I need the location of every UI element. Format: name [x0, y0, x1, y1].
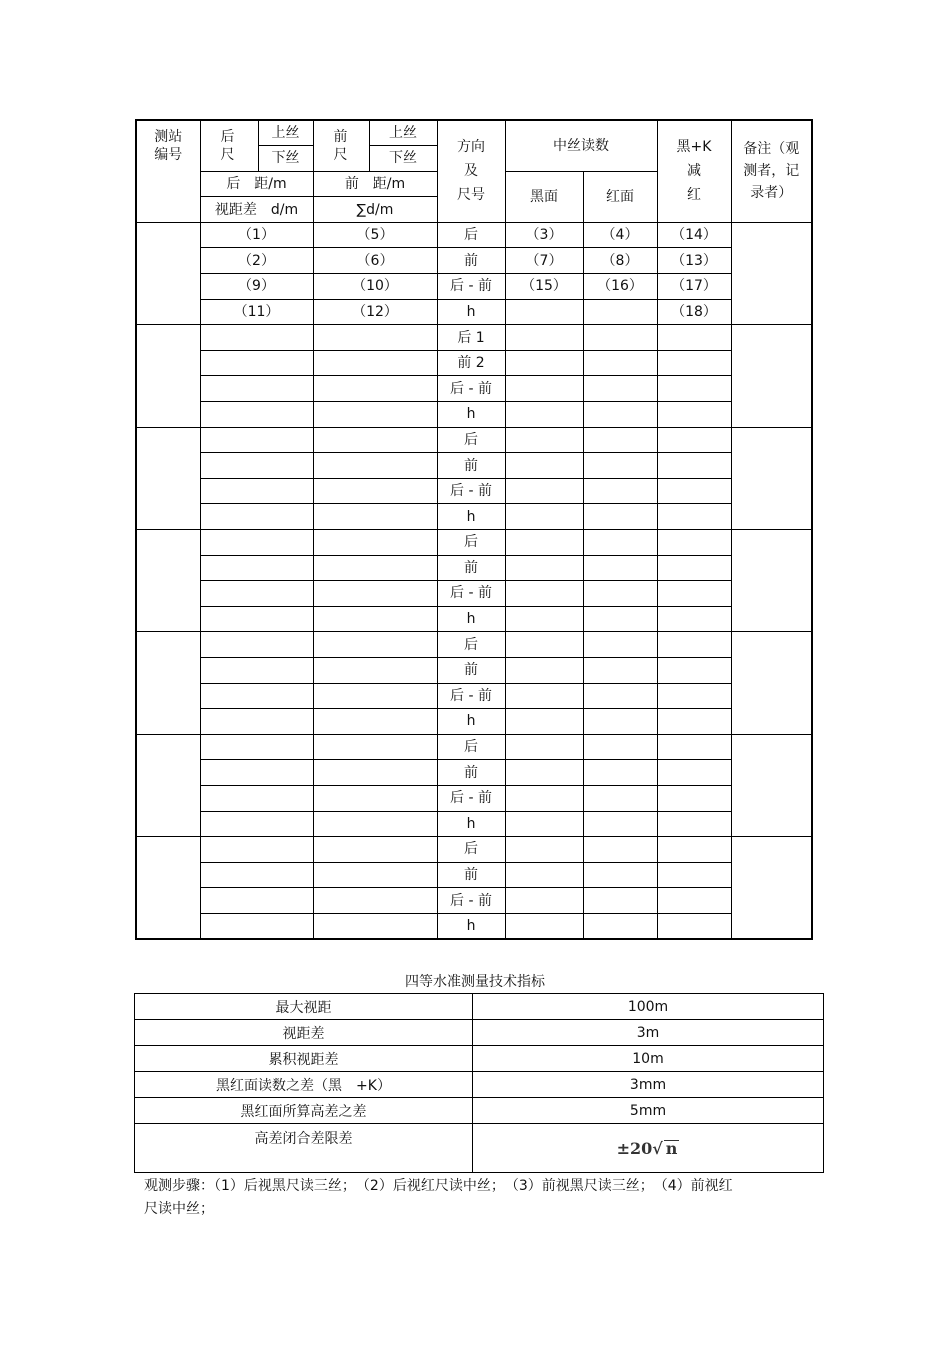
indicator-value: 3m [473, 1020, 824, 1046]
station-row [136, 504, 812, 530]
back-rod-cell[interactable] [200, 811, 313, 837]
observation-steps [144, 1175, 824, 1221]
header-back-rod: 后 尺 [200, 120, 258, 171]
red-face-cell[interactable] [583, 453, 657, 479]
black-k-red-cell[interactable] [657, 837, 731, 863]
black-k-red-cell[interactable]: （13） [657, 248, 731, 274]
back-rod-cell[interactable] [200, 402, 313, 428]
black-face-cell[interactable]: （7） [505, 248, 583, 274]
front-rod-cell[interactable] [313, 581, 437, 607]
indicator-value: 100m [473, 994, 824, 1020]
header-sight-diff: 视距差 d/m [200, 197, 313, 223]
red-face-cell[interactable] [583, 606, 657, 632]
station-row [136, 811, 812, 837]
black-k-red-cell[interactable] [657, 862, 731, 888]
back-rod-cell[interactable] [200, 862, 313, 888]
black-face-cell[interactable]: （3） [505, 222, 583, 248]
black-face-cell[interactable] [505, 530, 583, 556]
black-face-cell[interactable] [505, 760, 583, 786]
station-row [136, 376, 812, 402]
red-face-cell[interactable] [583, 760, 657, 786]
back-rod-cell[interactable]: （11） [200, 299, 313, 325]
red-face-cell[interactable] [583, 427, 657, 453]
formula-coefficient: ±20 [616, 1138, 653, 1158]
red-face-cell[interactable] [583, 683, 657, 709]
front-rod-cell[interactable] [313, 530, 437, 556]
red-face-cell[interactable] [583, 913, 657, 939]
direction-cell: h [437, 402, 505, 428]
black-k-red-cell[interactable] [657, 530, 731, 556]
red-face-cell[interactable] [583, 785, 657, 811]
black-k-red-cell[interactable] [657, 504, 731, 530]
red-face-cell[interactable] [583, 350, 657, 376]
black-face-cell[interactable] [505, 325, 583, 351]
station-row [136, 760, 812, 786]
remarks-cell[interactable] [731, 222, 812, 324]
station-number-cell[interactable] [136, 325, 200, 427]
black-k-red-cell[interactable] [657, 760, 731, 786]
station-row [136, 632, 812, 658]
direction-cell: 前 [437, 862, 505, 888]
header-station-no: 测站 编号 [136, 120, 200, 171]
red-face-cell[interactable] [583, 862, 657, 888]
indicator-label: 最大视距 [135, 994, 473, 1020]
black-k-red-cell[interactable] [657, 402, 731, 428]
station-row [136, 888, 812, 914]
remarks-cell[interactable] [731, 734, 812, 836]
header-black-face: 黑面 [505, 171, 583, 222]
back-rod-cell[interactable] [200, 734, 313, 760]
front-rod-cell[interactable] [313, 555, 437, 581]
indicator-row [135, 994, 824, 1020]
red-face-cell[interactable] [583, 299, 657, 325]
red-face-cell[interactable]: （8） [583, 248, 657, 274]
observation-steps-line-1: 观测步骤：（1）后视黑尺读三丝； （2）后视红尺读中丝； （3）前视黑尺读三丝； （4）前视红 [144, 1178, 733, 1194]
station-number-cell[interactable] [136, 427, 200, 529]
header-cum-sight-diff: ∑d/m [313, 197, 437, 223]
direction-cell: 后 - 前 [437, 376, 505, 402]
direction-cell: 后 - 前 [437, 478, 505, 504]
station-row [136, 606, 812, 632]
direction-cell: 后 - 前 [437, 274, 505, 300]
back-rod-cell[interactable] [200, 453, 313, 479]
station-row [136, 478, 812, 504]
observation-steps-line-2: 尺读中丝； [144, 1201, 214, 1217]
back-rod-cell[interactable] [200, 683, 313, 709]
red-face-cell[interactable] [583, 504, 657, 530]
back-rod-cell[interactable] [200, 709, 313, 735]
station-row [136, 657, 812, 683]
header-remarks: 备注（观 测者，记 录者） [731, 120, 812, 222]
back-rod-cell[interactable] [200, 785, 313, 811]
red-face-cell[interactable] [583, 632, 657, 658]
red-face-cell[interactable] [583, 811, 657, 837]
station-row [136, 222, 812, 248]
black-k-red-cell[interactable] [657, 811, 731, 837]
black-face-cell[interactable] [505, 453, 583, 479]
black-k-red-cell[interactable] [657, 325, 731, 351]
indicator-label: 累积视距差 [135, 1046, 473, 1072]
black-face-cell[interactable] [505, 785, 583, 811]
front-rod-cell[interactable] [313, 376, 437, 402]
station-row [136, 427, 812, 453]
header-front-rod: 前 尺 [313, 120, 369, 171]
indicator-label: 视距差 [135, 1020, 473, 1046]
back-rod-cell[interactable] [200, 760, 313, 786]
red-face-cell[interactable] [583, 837, 657, 863]
red-face-cell[interactable]: （4） [583, 222, 657, 248]
station-row [136, 913, 812, 939]
red-face-cell[interactable] [583, 376, 657, 402]
red-face-cell[interactable] [583, 555, 657, 581]
direction-cell: 后 - 前 [437, 888, 505, 914]
front-rod-cell[interactable] [313, 913, 437, 939]
black-k-red-cell[interactable] [657, 785, 731, 811]
leveling-record-table [135, 119, 813, 940]
station-row [136, 453, 812, 479]
red-face-cell[interactable] [583, 888, 657, 914]
header-front-lower-wire: 下丝 [369, 146, 437, 172]
direction-cell: 前 2 [437, 350, 505, 376]
front-rod-cell[interactable]: （10） [313, 274, 437, 300]
black-k-red-cell[interactable] [657, 427, 731, 453]
station-number-cell[interactable] [136, 734, 200, 836]
black-face-cell[interactable] [505, 427, 583, 453]
station-row [136, 862, 812, 888]
back-rod-cell[interactable] [200, 504, 313, 530]
black-k-red-cell[interactable] [657, 453, 731, 479]
header-middle-reading: 中丝读数 [505, 120, 657, 171]
direction-cell: 前 [437, 248, 505, 274]
black-face-cell[interactable] [505, 504, 583, 530]
back-rod-cell[interactable] [200, 632, 313, 658]
front-rod-cell[interactable] [313, 325, 437, 351]
back-rod-cell[interactable]: （2） [200, 248, 313, 274]
header-station-spacer [136, 171, 200, 222]
black-k-red-cell[interactable] [657, 606, 731, 632]
black-k-red-cell[interactable] [657, 581, 731, 607]
header-black-k-red: 黑+K 减 红 [657, 120, 731, 222]
header-red-face: 红面 [583, 171, 657, 222]
black-face-cell[interactable] [505, 299, 583, 325]
station-row [136, 581, 812, 607]
front-rod-cell[interactable] [313, 478, 437, 504]
front-rod-cell[interactable] [313, 862, 437, 888]
front-rod-cell[interactable] [313, 606, 437, 632]
black-k-red-cell[interactable]: （14） [657, 222, 731, 248]
station-number-cell[interactable] [136, 632, 200, 734]
red-face-cell[interactable] [583, 709, 657, 735]
back-rod-cell[interactable] [200, 555, 313, 581]
front-rod-cell[interactable]: （12） [313, 299, 437, 325]
black-face-cell[interactable] [505, 606, 583, 632]
black-face-cell[interactable] [505, 862, 583, 888]
header-back-upper-wire: 上丝 [258, 120, 313, 146]
direction-cell: 前 [437, 453, 505, 479]
remarks-cell[interactable] [731, 632, 812, 734]
header-back-distance: 后 距/m [200, 171, 313, 197]
black-face-cell[interactable] [505, 555, 583, 581]
black-k-red-cell[interactable] [657, 555, 731, 581]
back-rod-cell[interactable] [200, 376, 313, 402]
front-rod-cell[interactable]: （5） [313, 222, 437, 248]
black-face-cell[interactable] [505, 376, 583, 402]
back-rod-cell[interactable] [200, 478, 313, 504]
black-k-red-cell[interactable] [657, 734, 731, 760]
black-face-cell[interactable] [505, 734, 583, 760]
front-rod-cell[interactable] [313, 504, 437, 530]
back-rod-cell[interactable]: （1） [200, 222, 313, 248]
black-face-cell[interactable] [505, 350, 583, 376]
red-face-cell[interactable] [583, 478, 657, 504]
station-number-cell[interactable] [136, 530, 200, 632]
direction-cell: 后 [437, 530, 505, 556]
station-row [136, 530, 812, 556]
black-face-cell[interactable] [505, 913, 583, 939]
station-row [136, 299, 812, 325]
indicator-row [135, 1046, 824, 1072]
indicator-value: 10m [473, 1046, 824, 1072]
front-rod-cell[interactable] [313, 811, 437, 837]
station-row [136, 274, 812, 300]
front-rod-cell[interactable] [313, 709, 437, 735]
black-face-cell[interactable] [505, 837, 583, 863]
direction-cell: 后 [437, 734, 505, 760]
front-rod-cell[interactable]: （6） [313, 248, 437, 274]
indicator-title: 四等水准测量技术指标 [405, 974, 545, 990]
direction-cell: 前 [437, 760, 505, 786]
station-row [136, 325, 812, 351]
back-rod-cell[interactable] [200, 837, 313, 863]
indicator-row [135, 1098, 824, 1124]
station-row [136, 709, 812, 735]
front-rod-cell[interactable] [313, 785, 437, 811]
back-rod-cell[interactable] [200, 913, 313, 939]
remarks-cell[interactable] [731, 427, 812, 529]
header-front-distance: 前 距/m [313, 171, 437, 197]
direction-cell: h [437, 504, 505, 530]
black-k-red-cell[interactable] [657, 350, 731, 376]
red-face-cell[interactable] [583, 734, 657, 760]
station-row [136, 837, 812, 863]
direction-cell: h [437, 913, 505, 939]
black-face-cell[interactable] [505, 632, 583, 658]
black-k-red-cell[interactable] [657, 709, 731, 735]
black-face-cell[interactable] [505, 811, 583, 837]
direction-cell: 后 - 前 [437, 683, 505, 709]
station-row [136, 350, 812, 376]
indicator-table [134, 993, 824, 1173]
indicator-row [135, 1072, 824, 1098]
station-row [136, 555, 812, 581]
direction-cell: 后 [437, 222, 505, 248]
header-direction: 方向 及 尺号 [437, 120, 505, 222]
direction-cell: h [437, 606, 505, 632]
indicator-label: 黑红面所算高差之差 [135, 1098, 473, 1124]
station-row [136, 248, 812, 274]
station-row [136, 683, 812, 709]
indicator-value: 3mm [473, 1072, 824, 1098]
black-k-red-cell[interactable] [657, 913, 731, 939]
black-face-cell[interactable]: （15） [505, 274, 583, 300]
red-face-cell[interactable] [583, 325, 657, 351]
remarks-cell[interactable] [731, 325, 812, 427]
black-face-cell[interactable] [505, 709, 583, 735]
front-rod-cell[interactable] [313, 837, 437, 863]
indicator-value: 5mm [473, 1098, 824, 1124]
black-k-red-cell[interactable] [657, 657, 731, 683]
black-k-red-cell[interactable] [657, 376, 731, 402]
direction-cell: h [437, 709, 505, 735]
closure-formula [473, 1124, 824, 1173]
red-face-cell[interactable]: （16） [583, 274, 657, 300]
direction-cell: 后 1 [437, 325, 505, 351]
front-rod-cell[interactable] [313, 350, 437, 376]
front-rod-cell[interactable] [313, 734, 437, 760]
indicator-row-closure [135, 1124, 824, 1173]
front-rod-cell[interactable] [313, 760, 437, 786]
direction-cell: 后 [437, 837, 505, 863]
front-rod-cell[interactable] [313, 402, 437, 428]
back-rod-cell[interactable]: （9） [200, 274, 313, 300]
red-face-cell[interactable] [583, 530, 657, 556]
back-rod-cell[interactable] [200, 888, 313, 914]
black-face-cell[interactable] [505, 581, 583, 607]
front-rod-cell[interactable] [313, 632, 437, 658]
black-face-cell[interactable] [505, 683, 583, 709]
direction-cell: 后 [437, 427, 505, 453]
front-rod-cell[interactable] [313, 683, 437, 709]
black-k-red-cell[interactable] [657, 683, 731, 709]
front-rod-cell[interactable] [313, 657, 437, 683]
back-rod-cell[interactable] [200, 427, 313, 453]
header-back-lower-wire: 下丝 [258, 146, 313, 172]
direction-cell: 后 - 前 [437, 581, 505, 607]
black-k-red-cell[interactable] [657, 478, 731, 504]
back-rod-cell[interactable] [200, 350, 313, 376]
closure-formula-text [617, 1139, 680, 1158]
black-k-red-cell[interactable] [657, 632, 731, 658]
header-front-upper-wire: 上丝 [369, 120, 437, 146]
sqrt-symbol: √ [652, 1138, 663, 1158]
black-k-red-cell[interactable] [657, 888, 731, 914]
red-face-cell[interactable] [583, 657, 657, 683]
back-rod-cell[interactable] [200, 530, 313, 556]
station-number-cell[interactable] [136, 837, 200, 939]
indicator-label: 高差闭合差限差 [135, 1124, 473, 1173]
red-face-cell[interactable] [583, 581, 657, 607]
front-rod-cell[interactable] [313, 427, 437, 453]
direction-cell: h [437, 811, 505, 837]
formula-variable: n [665, 1138, 678, 1158]
black-face-cell[interactable] [505, 657, 583, 683]
back-rod-cell[interactable] [200, 581, 313, 607]
direction-cell: 后 [437, 632, 505, 658]
station-row [136, 785, 812, 811]
remarks-cell[interactable] [731, 530, 812, 632]
back-rod-cell[interactable] [200, 325, 313, 351]
direction-cell: 前 [437, 555, 505, 581]
black-face-cell[interactable] [505, 888, 583, 914]
station-number-cell[interactable] [136, 222, 200, 324]
station-row [136, 402, 812, 428]
direction-cell: 后 - 前 [437, 785, 505, 811]
red-face-cell[interactable] [583, 402, 657, 428]
back-rod-cell[interactable] [200, 657, 313, 683]
front-rod-cell[interactable] [313, 453, 437, 479]
indicator-label: 黑红面读数之差（黑 +K） [135, 1072, 473, 1098]
direction-cell: h [437, 299, 505, 325]
black-k-red-cell[interactable]: （18） [657, 299, 731, 325]
black-k-red-cell[interactable]: （17） [657, 274, 731, 300]
black-face-cell[interactable] [505, 478, 583, 504]
station-row [136, 734, 812, 760]
front-rod-cell[interactable] [313, 888, 437, 914]
back-rod-cell[interactable] [200, 606, 313, 632]
black-face-cell[interactable] [505, 402, 583, 428]
direction-cell: 前 [437, 657, 505, 683]
indicator-row [135, 1020, 824, 1046]
remarks-cell[interactable] [731, 837, 812, 939]
